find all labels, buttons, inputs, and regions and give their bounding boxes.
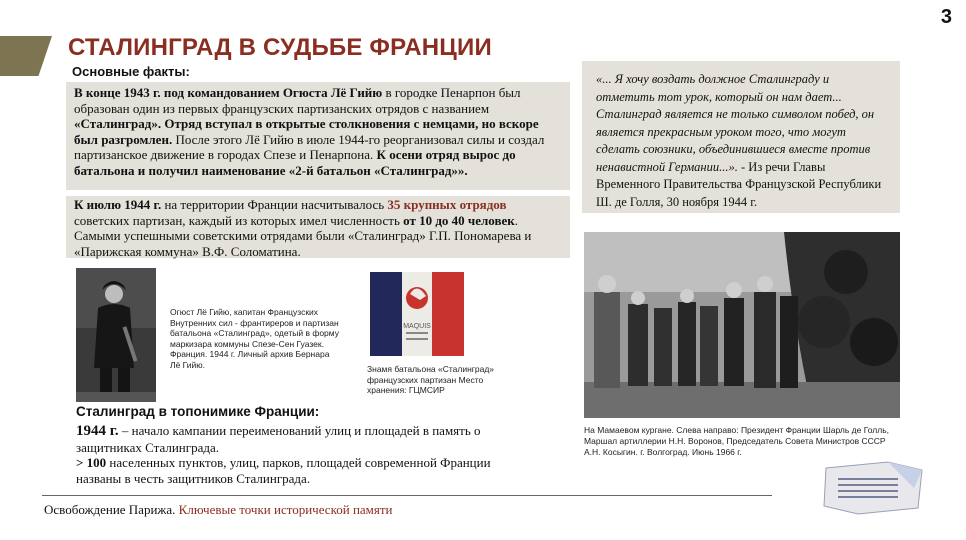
footer-divider: [42, 495, 772, 496]
flag-caption: Знамя батальона «Сталинград» французских партизан Место хранения: ГЦМСИР: [367, 364, 495, 395]
page-title: СТАЛИНГРАД В СУДЬБЕ ФРАНЦИИ: [68, 34, 492, 61]
footer: Освобождение Парижа. Ключевые точки исторической памяти: [44, 502, 393, 517]
toponymy-text: 1944 г. – начало кампании переименований улиц и площадей в память о защитниках Сталинграда. > 100 населенных пунктов, улиц, парков, площадей современной Франции названы в честь защитников Сталинграда.: [76, 423, 491, 486]
battalion-flag-photo: [370, 272, 464, 356]
de-gaulle-quote: «... Я хочу воздать должное Сталинграду и отметить тот урок, который он нам дает... Сталинград является не только символом побед, он является прекрасным уроком того, что могут сделать союзники, объединившиеся вместе против ненавистной Германии...». - Из речи Главы Временного Правительства Французской Республики Ш. де Голля, 30 ноября 1944 г.: [582, 61, 900, 213]
corner-tab: [0, 36, 52, 76]
portrait-photo: [76, 268, 156, 402]
page-number: 3: [940, 6, 952, 28]
toponymy-heading: Сталинград в топонимике Франции:: [76, 404, 320, 419]
fact-box-2: К июлю 1944 г. на территории Франции насчитывалось 35 крупных отрядов советских партизан, каждый из которых имел численность от 10 до 40 человек. Самыми успешными советскими отрядами были «Сталинград» Г.П. Пономарева и «Парижская коммуна» В.Ф. Соломатина.: [66, 196, 570, 258]
fact-box-1: В конце 1943 г. под командованием Огюста Лё Гийю в городке Пенарпон был образован один из первых французских партизанских отрядов с названием «Сталинград». Отряд вступал в открытые столкновения с немцами, но вскоре был разгромлен. После этого Лё Гийю в июле 1944-го реорганизовал силы и создал партизанское движение в городах Спезе и Пенарпона. К осени отряд вырос до батальона и получил наименование «2-й батальон «Сталинград»».: [66, 82, 570, 190]
photo-caption: На Мамаевом кургане. Слева направо: Президент Франции Шарль де Голль, Маршал артиллерии Н.Н. Воронов, Председатель Совета Министров СССР А.Н. Косыгин. г. Волгоград. Июнь 1966 г.: [584, 425, 889, 457]
flag-text: MAQUIS: [403, 323, 431, 330]
museum-logo: [818, 458, 928, 518]
section-subtitle: Основные факты:: [72, 64, 190, 79]
mamaev-kurgan-photo: [584, 232, 900, 418]
portrait-caption: Огюст Лё Гийю, капитан Французских Внутренних сил - франтиреров и партизан батальона «Сталинград», одетый в форму маркизара коммуны Спезе-Сен Гуазек. Франция. 1944 г. Личный архив Бернара Лё Гийю.: [170, 307, 339, 370]
